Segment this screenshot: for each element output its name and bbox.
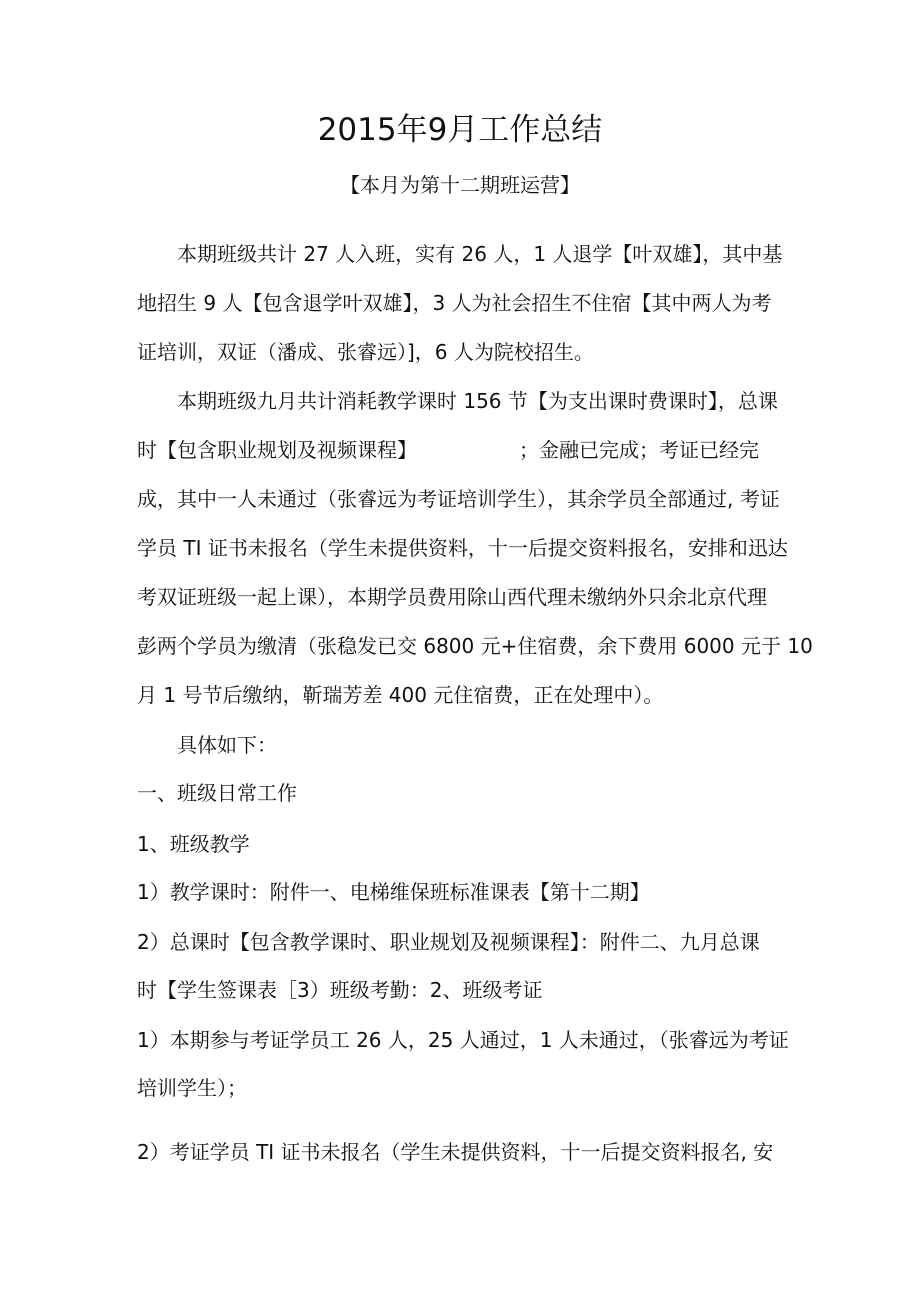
paragraph-line: 彭两个学员为缴清（张稳发已交 6800 元+住宿费，余下费用 6000 元于 10 <box>137 634 813 658</box>
paragraph-line: 成，其中一人未通过（张睿远为考证培训学生），其余学员全部通过, 考证 <box>137 487 780 511</box>
paragraph-line: 具体如下： <box>177 733 277 757</box>
paragraph-line: 考双证班级一起上课），本期学员费用除山西代理未缴纳外只余北京代理 <box>137 585 767 609</box>
page-title: 2015年9月工作总结 <box>317 112 603 148</box>
list-item: 1）本期参与考证学员工 26 人，25 人通过，1 人未通过，（张睿远为考证 <box>137 1028 789 1052</box>
list-item-continuation: 时【学生签课表［3）班级考勤：2、班级考证 <box>137 978 543 1002</box>
subsection-heading: 1、班级教学 <box>137 832 250 856</box>
paragraph-line: 本期班级共计 27 人入班，实有 26 人，1 人退学【叶双雄】，其中基 <box>177 242 783 266</box>
paragraph-line-split <box>137 435 759 465</box>
paragraph-line-part: 时【包含职业规划及视频课程】 <box>137 438 417 462</box>
list-item: 2）总课时【包含教学课时、职业规划及视频课程】：附件二、九月总课 <box>137 930 760 954</box>
section-heading: 一、班级日常工作 <box>137 781 297 805</box>
paragraph-line: 本期班级九月共计消耗教学课时 156 节【为支出课时费课时】，总课 <box>177 389 778 413</box>
paragraph-line: 地招生 9 人【包含退学叶双雄】，3 人为社会招生不住宿【其中两人为考 <box>137 291 772 315</box>
page-subtitle: 【本月为第十二期班运营】 <box>340 173 580 197</box>
paragraph-line-part: ；金融已完成；考证已经完 <box>519 438 759 462</box>
list-item: 2）考证学员 TI 证书未报名（学生未提供资料，十一后提交资料报名, 安 <box>137 1140 774 1164</box>
list-item: 1）教学课时：附件一、电梯维保班标准课表【第十二期】 <box>137 880 650 904</box>
list-item-continuation: 培训学生）； <box>137 1076 247 1100</box>
paragraph-line: 月 1 号节后缴纳，靳瑞芳差 400 元住宿费，正在处理中）。 <box>137 683 664 707</box>
paragraph-line: 证培训，双证（潘成、张睿远）]，6 人为院校招生。 <box>137 340 594 364</box>
paragraph-line: 学员 TI 证书未报名（学生未提供资料，十一后提交资料报名，安排和迅达 <box>137 536 788 560</box>
